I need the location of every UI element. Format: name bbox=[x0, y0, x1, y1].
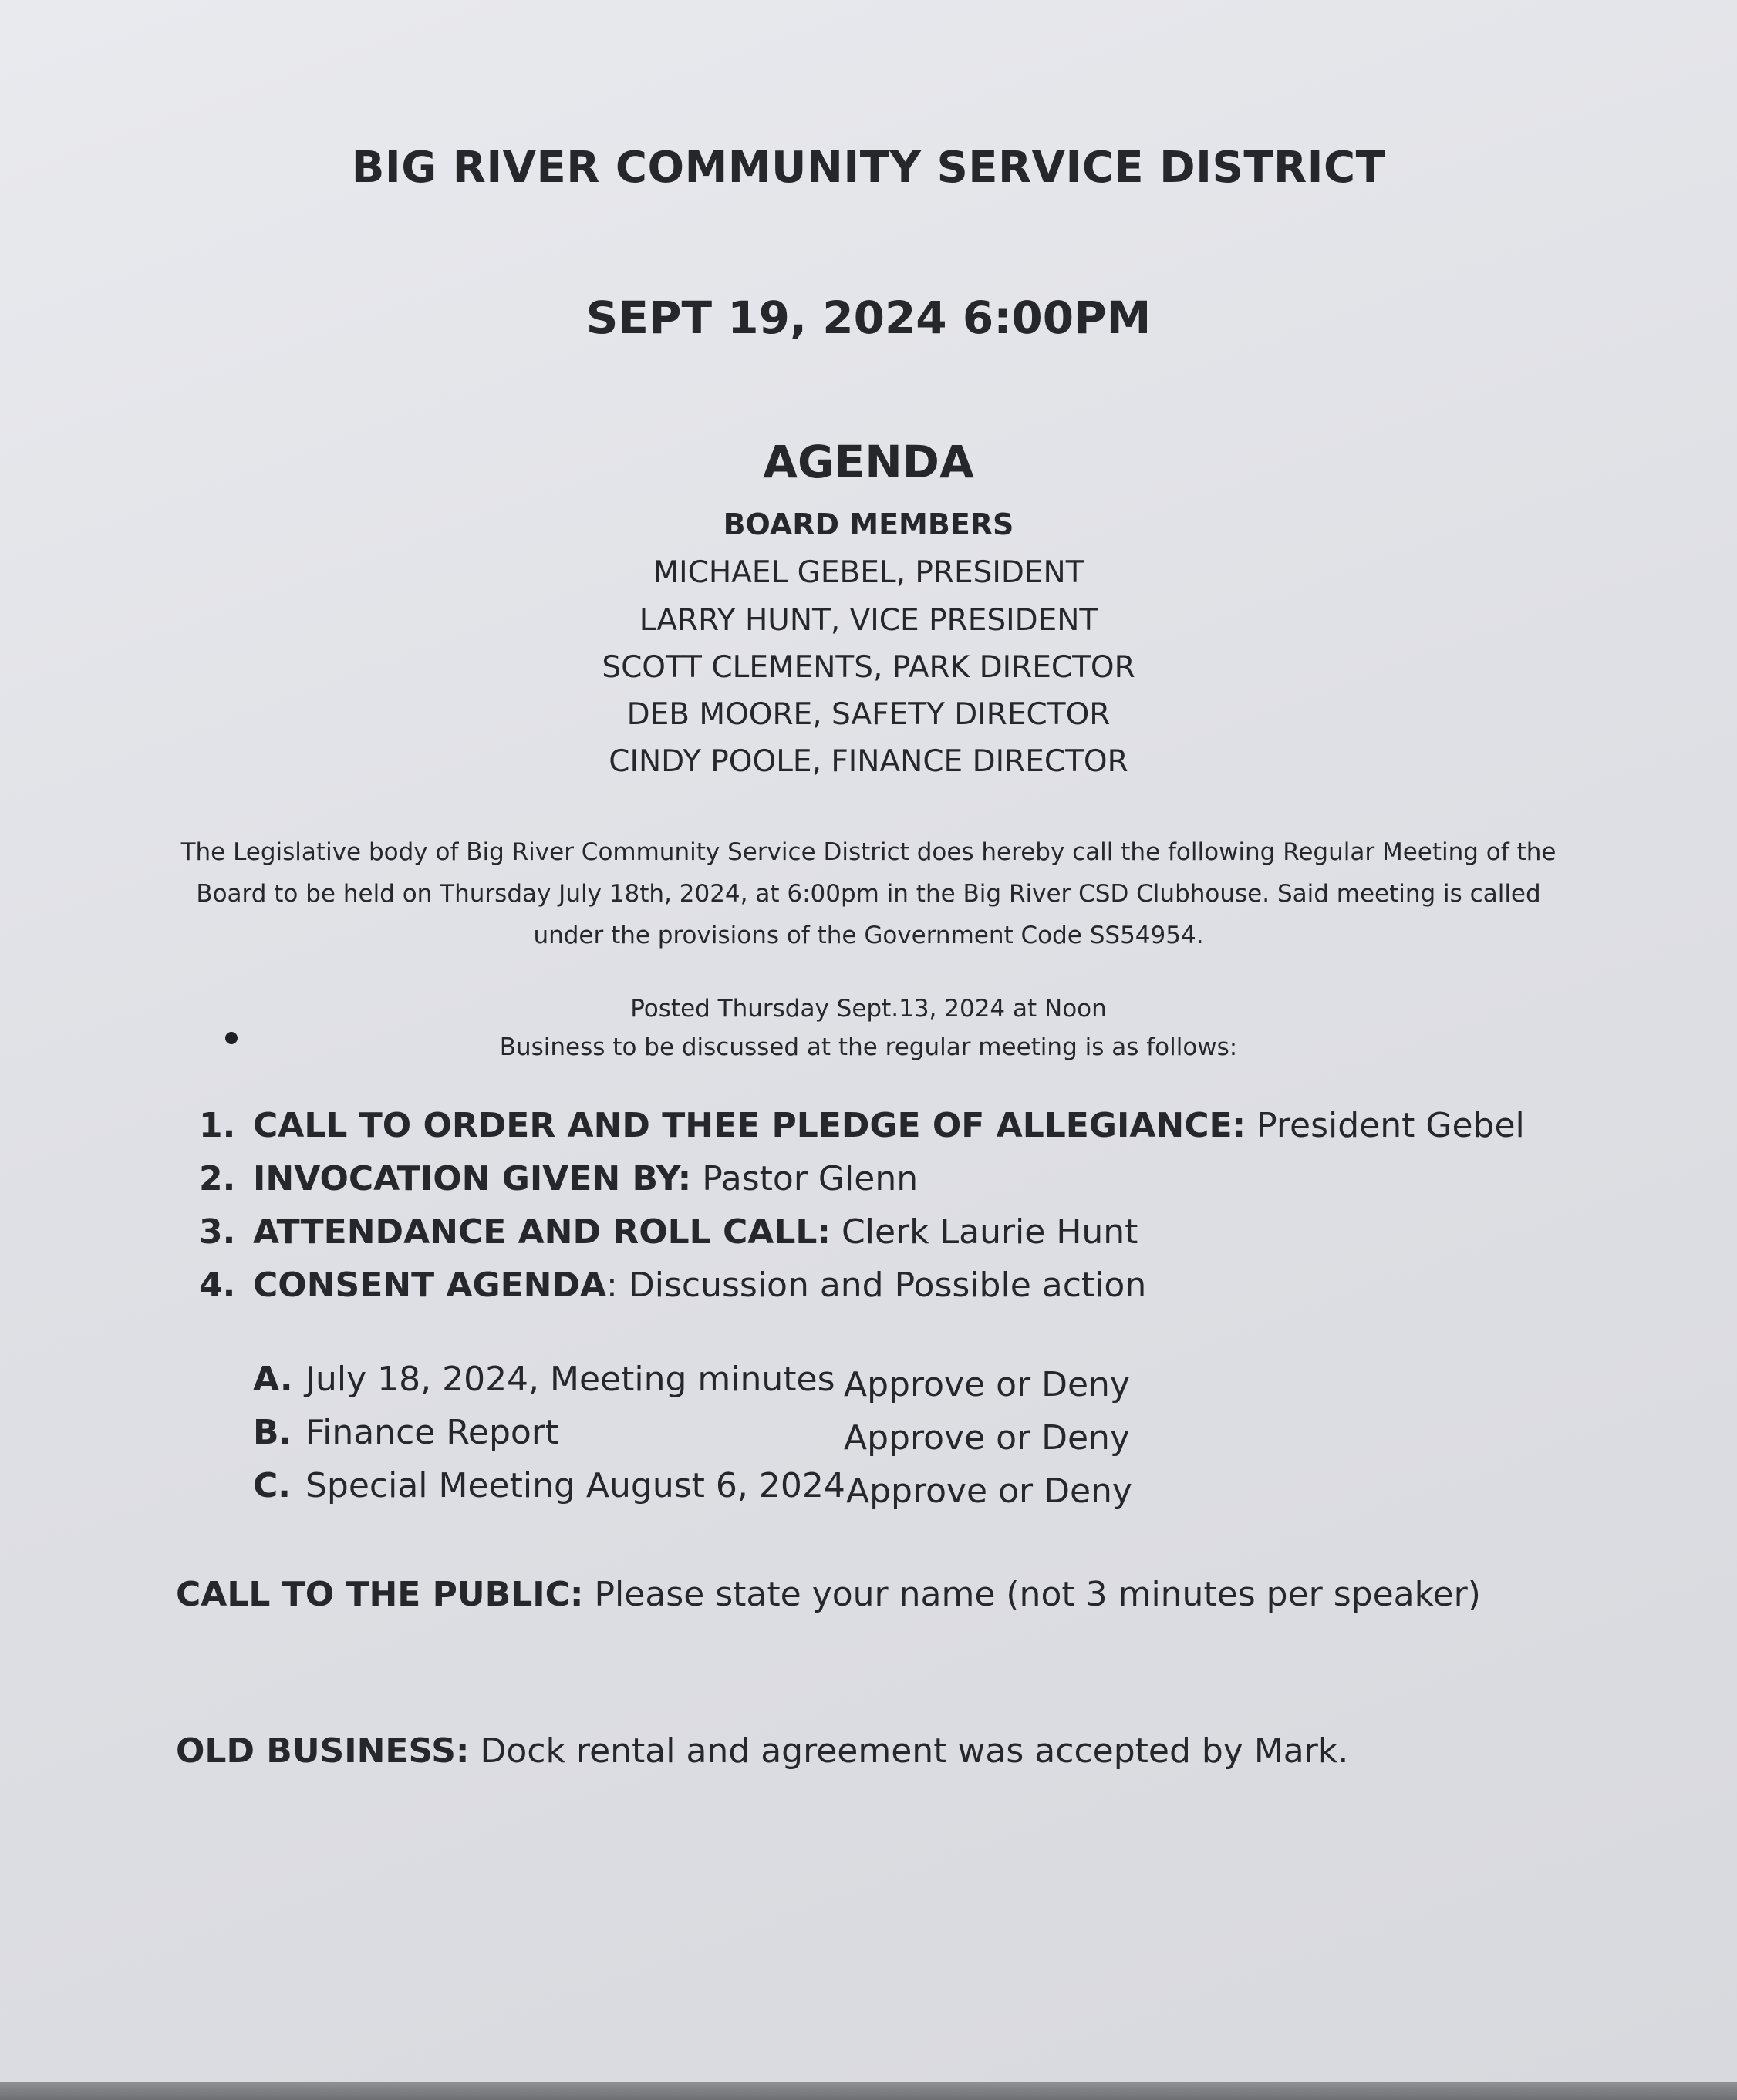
agenda-item bbox=[199, 1266, 1146, 1305]
section-label: CALL TO THE PUBLIC: bbox=[176, 1575, 584, 1614]
section-label: OLD BUSINESS: bbox=[176, 1731, 470, 1771]
item-detail: President Gebel bbox=[1246, 1106, 1525, 1145]
agenda-item bbox=[199, 1106, 1525, 1145]
item-label: INVOCATION GIVEN BY: bbox=[253, 1159, 692, 1198]
item-number: 1. bbox=[199, 1106, 236, 1145]
consent-letter: A. bbox=[253, 1360, 293, 1399]
meeting-date: SEPT 19, 2024 6:00PM bbox=[585, 292, 1152, 344]
board-member: DEB MOORE, SAFETY DIRECTOR bbox=[626, 697, 1111, 732]
consent-letter: B. bbox=[253, 1413, 292, 1452]
notice-line: The Legislative body of Big River Community Service District does hereby call the following Regular Meeting of the bbox=[180, 838, 1557, 866]
item-label: CALL TO ORDER AND THEE PLEDGE OF ALLEGIANCE: bbox=[253, 1106, 1246, 1145]
consent-action: Approve or Deny bbox=[844, 1365, 1130, 1404]
notice-line: under the provisions of the Government Code SS54954. bbox=[533, 922, 1204, 949]
consent-text: Special Meeting August 6, 2024 bbox=[305, 1466, 845, 1505]
item-number: 3. bbox=[199, 1212, 236, 1252]
agenda-item bbox=[199, 1159, 918, 1198]
item-detail: Clerk Laurie Hunt bbox=[831, 1212, 1138, 1252]
consent-action: Approve or Deny bbox=[844, 1418, 1130, 1458]
consent-item bbox=[253, 1413, 558, 1452]
consent-letter: C. bbox=[253, 1466, 292, 1505]
section-text: Dock rental and agreement was accepted by Mark. bbox=[469, 1731, 1349, 1771]
board-member: CINDY POOLE, FINANCE DIRECTOR bbox=[609, 744, 1128, 779]
call-to-public bbox=[176, 1575, 1481, 1614]
item-label: ATTENDANCE AND ROLL CALL: bbox=[253, 1212, 831, 1252]
posted-notice: Posted Thursday Sept.13, 2024 at Noon bbox=[630, 995, 1107, 1023]
consent-action: Approve or Deny bbox=[846, 1471, 1132, 1511]
item-detail: Pastor Glenn bbox=[691, 1159, 919, 1198]
section-text: Please state your name (not 3 minutes per speaker) bbox=[583, 1575, 1481, 1614]
notice-line: Board to be held on Thursday July 18th, 2024, at 6:00pm in the Big River CSD Clubhouse. Said meeting is called bbox=[196, 880, 1541, 908]
consent-item bbox=[253, 1360, 835, 1399]
board-member: LARRY HUNT, VICE PRESIDENT bbox=[639, 603, 1098, 638]
board-member: SCOTT CLEMENTS, PARK DIRECTOR bbox=[602, 650, 1135, 685]
item-number: 4. bbox=[199, 1266, 236, 1305]
agenda-item bbox=[199, 1212, 1138, 1252]
item-detail: : Discussion and Possible action bbox=[606, 1266, 1147, 1305]
table-surface bbox=[0, 2082, 1737, 2100]
consent-item bbox=[253, 1466, 845, 1505]
business-intro: Business to be discussed at the regular meeting is as follows: bbox=[499, 1033, 1238, 1061]
consent-text: Finance Report bbox=[305, 1413, 559, 1452]
agenda-heading: AGENDA bbox=[763, 436, 974, 488]
district-title: BIG RIVER COMMUNITY SERVICE DISTRICT bbox=[351, 143, 1386, 193]
item-number: 2. bbox=[199, 1159, 236, 1198]
board-member: MICHAEL GEBEL, PRESIDENT bbox=[653, 555, 1084, 590]
old-business bbox=[176, 1731, 1348, 1771]
consent-text: July 18, 2024, Meeting minutes bbox=[305, 1360, 835, 1399]
item-label: CONSENT AGENDA bbox=[253, 1266, 607, 1305]
board-members-heading: BOARD MEMBERS bbox=[723, 507, 1014, 541]
